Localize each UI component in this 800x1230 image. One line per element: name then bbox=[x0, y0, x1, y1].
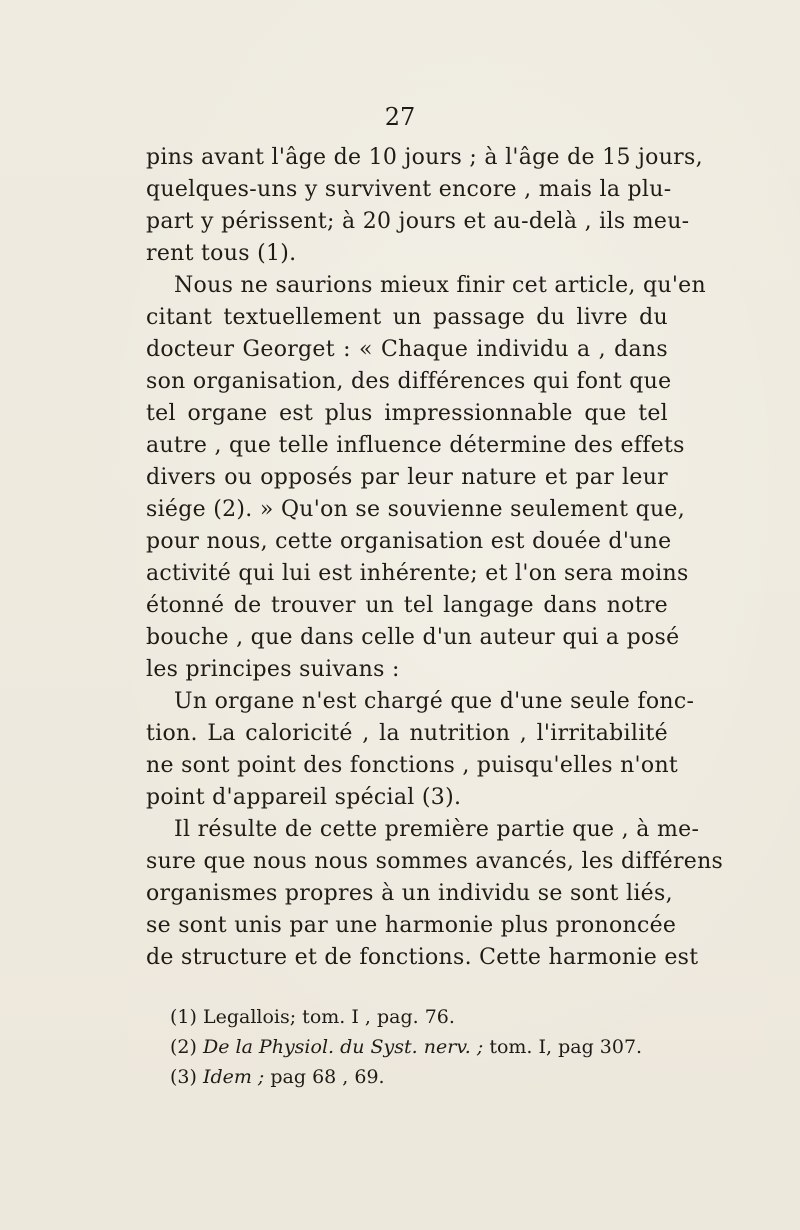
text-line: organismes propres à un individu se sont liés, bbox=[146, 881, 673, 906]
text-line: tion. La caloricité , la nutrition , l'irritabilité bbox=[146, 721, 668, 746]
footnote-text: pag 68 , 69. bbox=[270, 1066, 385, 1088]
text-line: pour nous, cette organisation est douée d'une bbox=[146, 529, 672, 554]
text-line: docteur Georget : « Chaque individu a , dans bbox=[146, 337, 668, 362]
text-line: part y périssent; à 20 jours et au-delà , ils meu- bbox=[146, 209, 690, 234]
footnote-marker: (3) bbox=[170, 1066, 197, 1088]
text-line: les principes suivans : bbox=[146, 657, 400, 682]
text-line: citant textuellement un passage du livre du bbox=[146, 305, 668, 330]
footnote-marker: (1) bbox=[170, 1006, 197, 1028]
text-line: son organisation, des différences qui font que bbox=[146, 369, 672, 394]
text-line: siége (2). » Qu'on se souvienne seulement que, bbox=[146, 497, 686, 522]
footnote-italic-title: De la Physiol. du Syst. nerv. ; bbox=[202, 1036, 484, 1058]
text-line: Un organe n'est chargé que d'une seule fonc- bbox=[174, 689, 695, 714]
text-line: étonné de trouver un tel langage dans notre bbox=[146, 593, 668, 618]
text-line: point d'appareil spécial (3). bbox=[146, 785, 462, 810]
text-line: quelques-uns y survivent encore , mais la plu- bbox=[146, 177, 672, 202]
text-line: bouche , que dans celle d'un auteur qui a posé bbox=[146, 625, 680, 650]
footnote bbox=[170, 1002, 690, 1032]
body-text bbox=[146, 142, 724, 974]
footnote-italic-title: Idem ; bbox=[202, 1066, 265, 1088]
footnote-marker: (2) bbox=[170, 1036, 197, 1058]
text-line: Nous ne saurions mieux finir cet article, qu'en bbox=[174, 273, 706, 298]
footnote-text: tom. I, pag 307. bbox=[489, 1036, 643, 1058]
text-line: autre , que telle influence détermine des effets bbox=[146, 433, 685, 458]
footnotes bbox=[170, 1002, 690, 1092]
footnote bbox=[170, 1032, 690, 1062]
text-line: rent tous (1). bbox=[146, 241, 297, 266]
page-number: 27 bbox=[384, 103, 416, 131]
text-line: activité qui lui est inhérente; et l'on sera moins bbox=[146, 561, 689, 586]
text-line: tel organe est plus impressionnable que tel bbox=[146, 401, 668, 426]
text-line: se sont unis par une harmonie plus prononcée bbox=[146, 913, 677, 938]
text-line: divers ou opposés par leur nature et par leur bbox=[146, 465, 668, 490]
text-line: sure que nous nous sommes avancés, les différens bbox=[146, 849, 724, 874]
text-line: pins avant l'âge de 10 jours ; à l'âge de 15 jours, bbox=[146, 145, 703, 170]
footnote-text: Legallois; tom. I , pag. 76. bbox=[202, 1006, 455, 1028]
text-line: Il résulte de cette première partie que , à me- bbox=[174, 817, 700, 842]
text-line: de structure et de fonctions. Cette harmonie est bbox=[146, 945, 699, 970]
footnote bbox=[170, 1062, 690, 1092]
text-line: ne sont point des fonctions , puisqu'elles n'ont bbox=[146, 753, 679, 778]
